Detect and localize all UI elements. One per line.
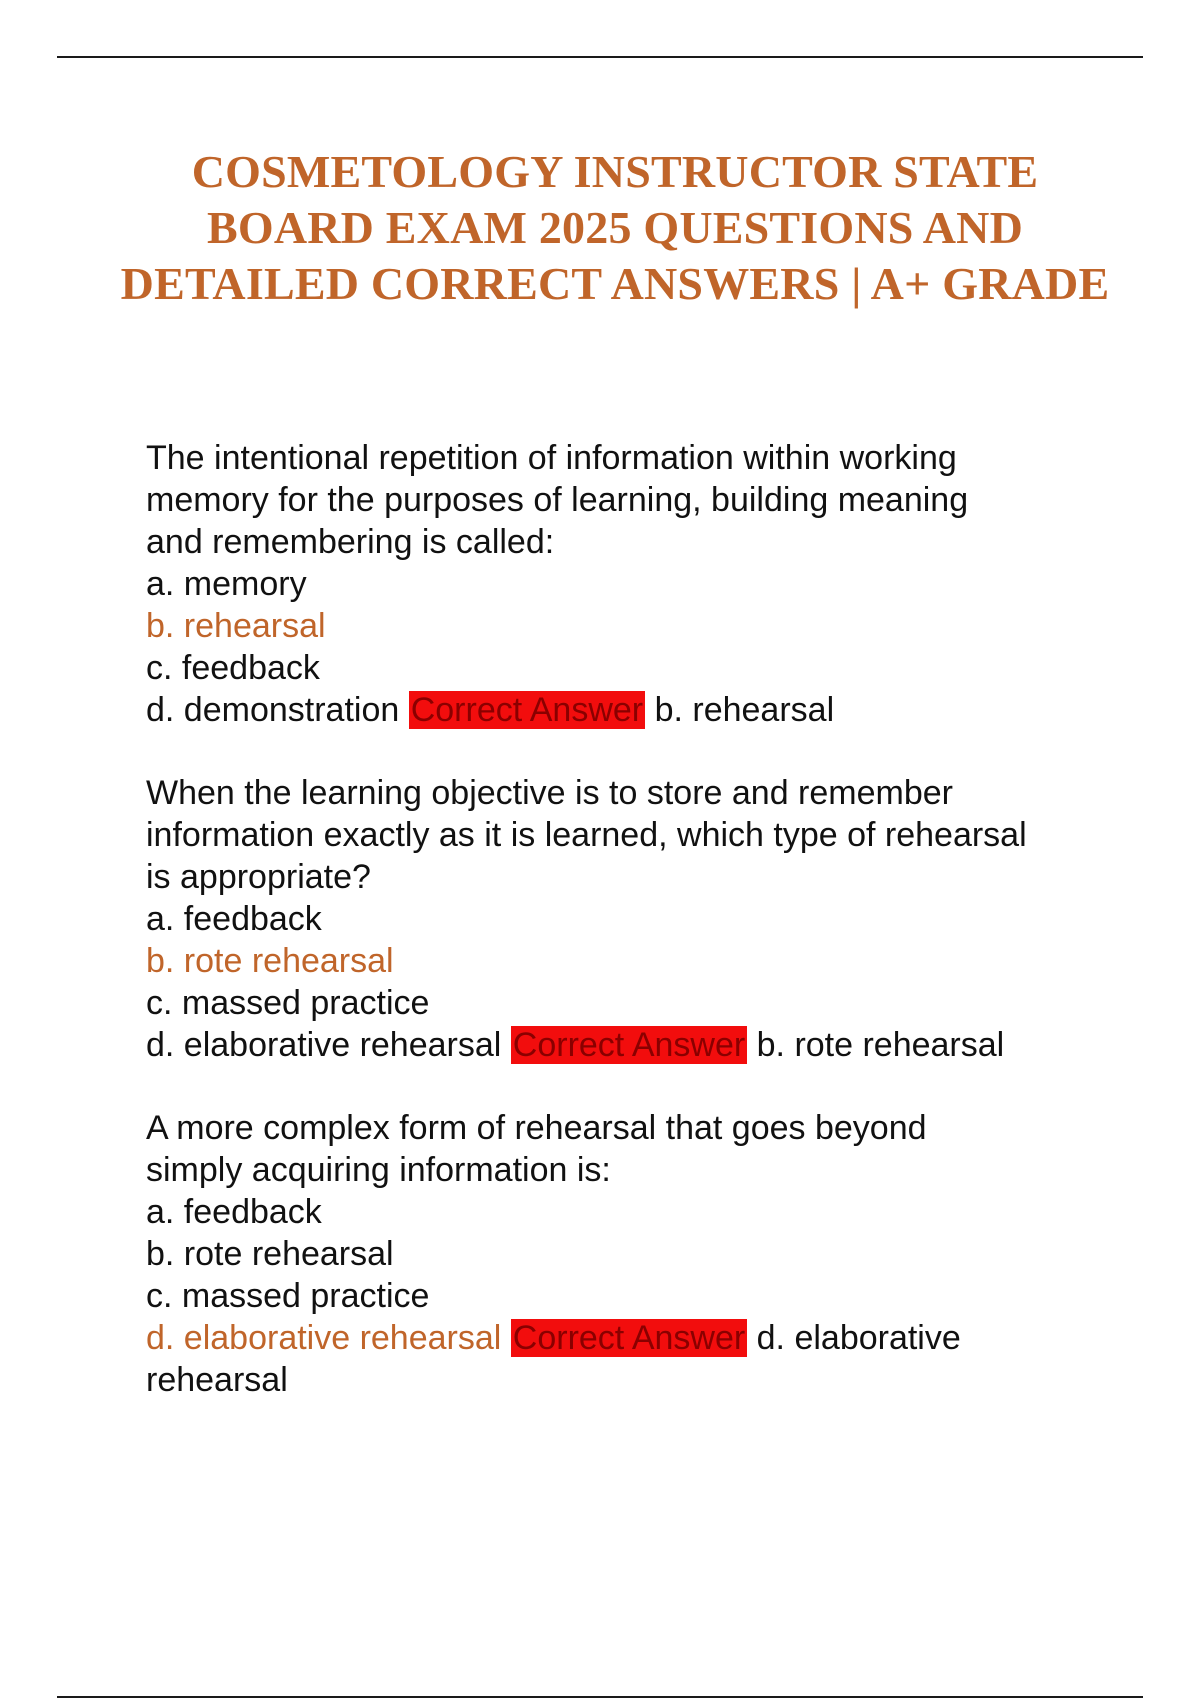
option-d-line: [146, 1317, 1106, 1359]
answer-text: b. rehearsal: [654, 691, 835, 729]
question-stem-line: and remembering is called:: [146, 523, 555, 561]
answer-text-continued: rehearsal: [146, 1361, 288, 1399]
option-c: c. massed practice: [146, 984, 430, 1022]
option-b-correct: b. rote rehearsal: [146, 942, 394, 980]
top-rule: [57, 56, 1143, 58]
answer-text: d. elaborative: [756, 1319, 961, 1357]
option-a: a. feedback: [146, 1193, 322, 1231]
option-a: a. feedback: [146, 900, 322, 938]
option-d: d. elaborative rehearsal: [146, 1026, 502, 1064]
correct-answer-label: Correct Answer: [512, 1319, 746, 1357]
correct-answer-label: Correct Answer: [512, 1026, 746, 1064]
question-stem-line: memory for the purposes of learning, building meaning: [146, 481, 969, 519]
question-block: [146, 1107, 1106, 1401]
option-b: b. rote rehearsal: [146, 1235, 394, 1273]
document-title: COSMETOLOGY INSTRUCTOR STATE BOARD EXAM 2025 QUESTIONS AND DETAILED CORRECT ANSWERS | A+ GRADE: [120, 146, 1110, 309]
option-d-line: [146, 689, 1106, 731]
question-stem-line: is appropriate?: [146, 858, 371, 896]
question-stem-line: When the learning objective is to store and remember: [146, 774, 953, 812]
answer-text: b. rote rehearsal: [756, 1026, 1005, 1064]
option-b-correct: b. rehearsal: [146, 607, 326, 645]
option-d: d. demonstration: [146, 691, 400, 729]
option-c: c. feedback: [146, 649, 320, 687]
question-block: [146, 772, 1106, 1066]
correct-answer-label: Correct Answer: [410, 691, 644, 729]
bottom-rule: [57, 1696, 1143, 1698]
question-stem-line: A more complex form of rehearsal that goes beyond: [146, 1109, 927, 1147]
option-c: c. massed practice: [146, 1277, 430, 1315]
question-stem-line: The intentional repetition of information within working: [146, 439, 957, 477]
option-d-line: [146, 1024, 1106, 1066]
option-a: a. memory: [146, 565, 307, 603]
option-d-correct: d. elaborative rehearsal: [146, 1319, 502, 1357]
question-stem-line: information exactly as it is learned, which type of rehearsal: [146, 816, 1027, 854]
question-block: [146, 437, 1106, 731]
question-stem-line: simply acquiring information is:: [146, 1151, 611, 1189]
